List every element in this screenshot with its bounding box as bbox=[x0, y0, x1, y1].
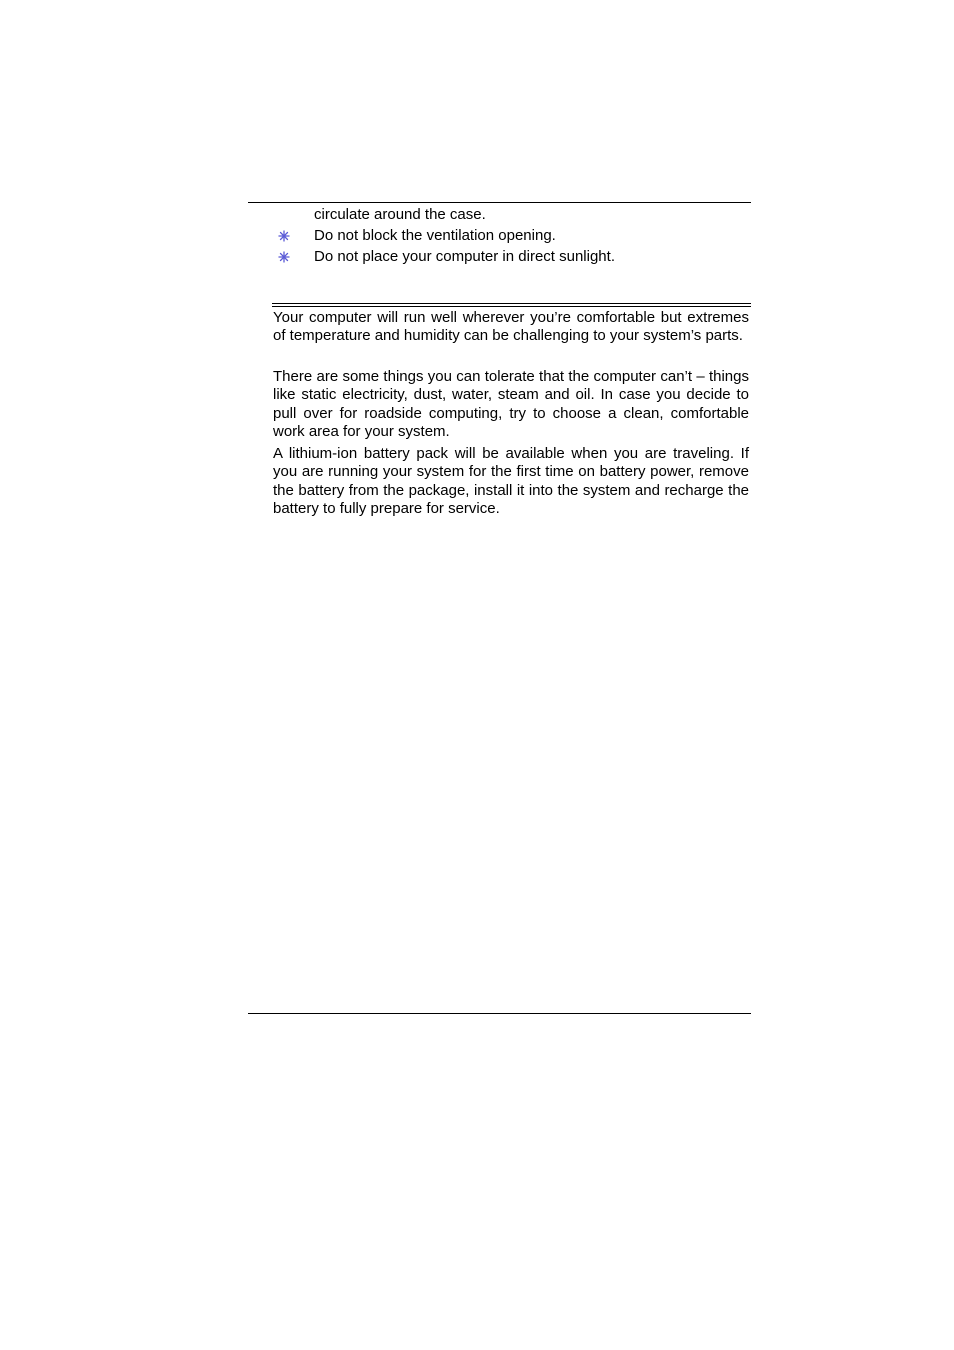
header-rule bbox=[248, 202, 751, 203]
footer-rule bbox=[248, 1013, 751, 1014]
list-item: Do not place your computer in direct sunlight. bbox=[314, 248, 615, 265]
paragraph-environment: Your computer will run well wherever you’re comfortable but extremes of temperature and humidity can be challenging to your system’s parts. bbox=[273, 309, 749, 345]
list-item: Do not block the ventilation opening. bbox=[314, 227, 556, 244]
asterisk-bullet-icon bbox=[278, 230, 290, 242]
section-heading-rule bbox=[272, 303, 751, 307]
list-continuation-text: circulate around the case. bbox=[314, 206, 486, 223]
paragraph-tolerance: There are some things you can tolerate that the computer can’t – things like static electricity, dust, water, steam and oil. In case you decide to pull over for roadside computing, try to choose a clean, comfortable work area for your system. bbox=[273, 368, 749, 441]
asterisk-bullet-icon bbox=[278, 251, 290, 263]
paragraph-battery: A lithium-ion battery pack will be available when you are traveling. If you are running your system for the first time on battery power, remove the battery from the package, install it into the system and recharge the battery to fully prepare for service. bbox=[273, 445, 749, 518]
